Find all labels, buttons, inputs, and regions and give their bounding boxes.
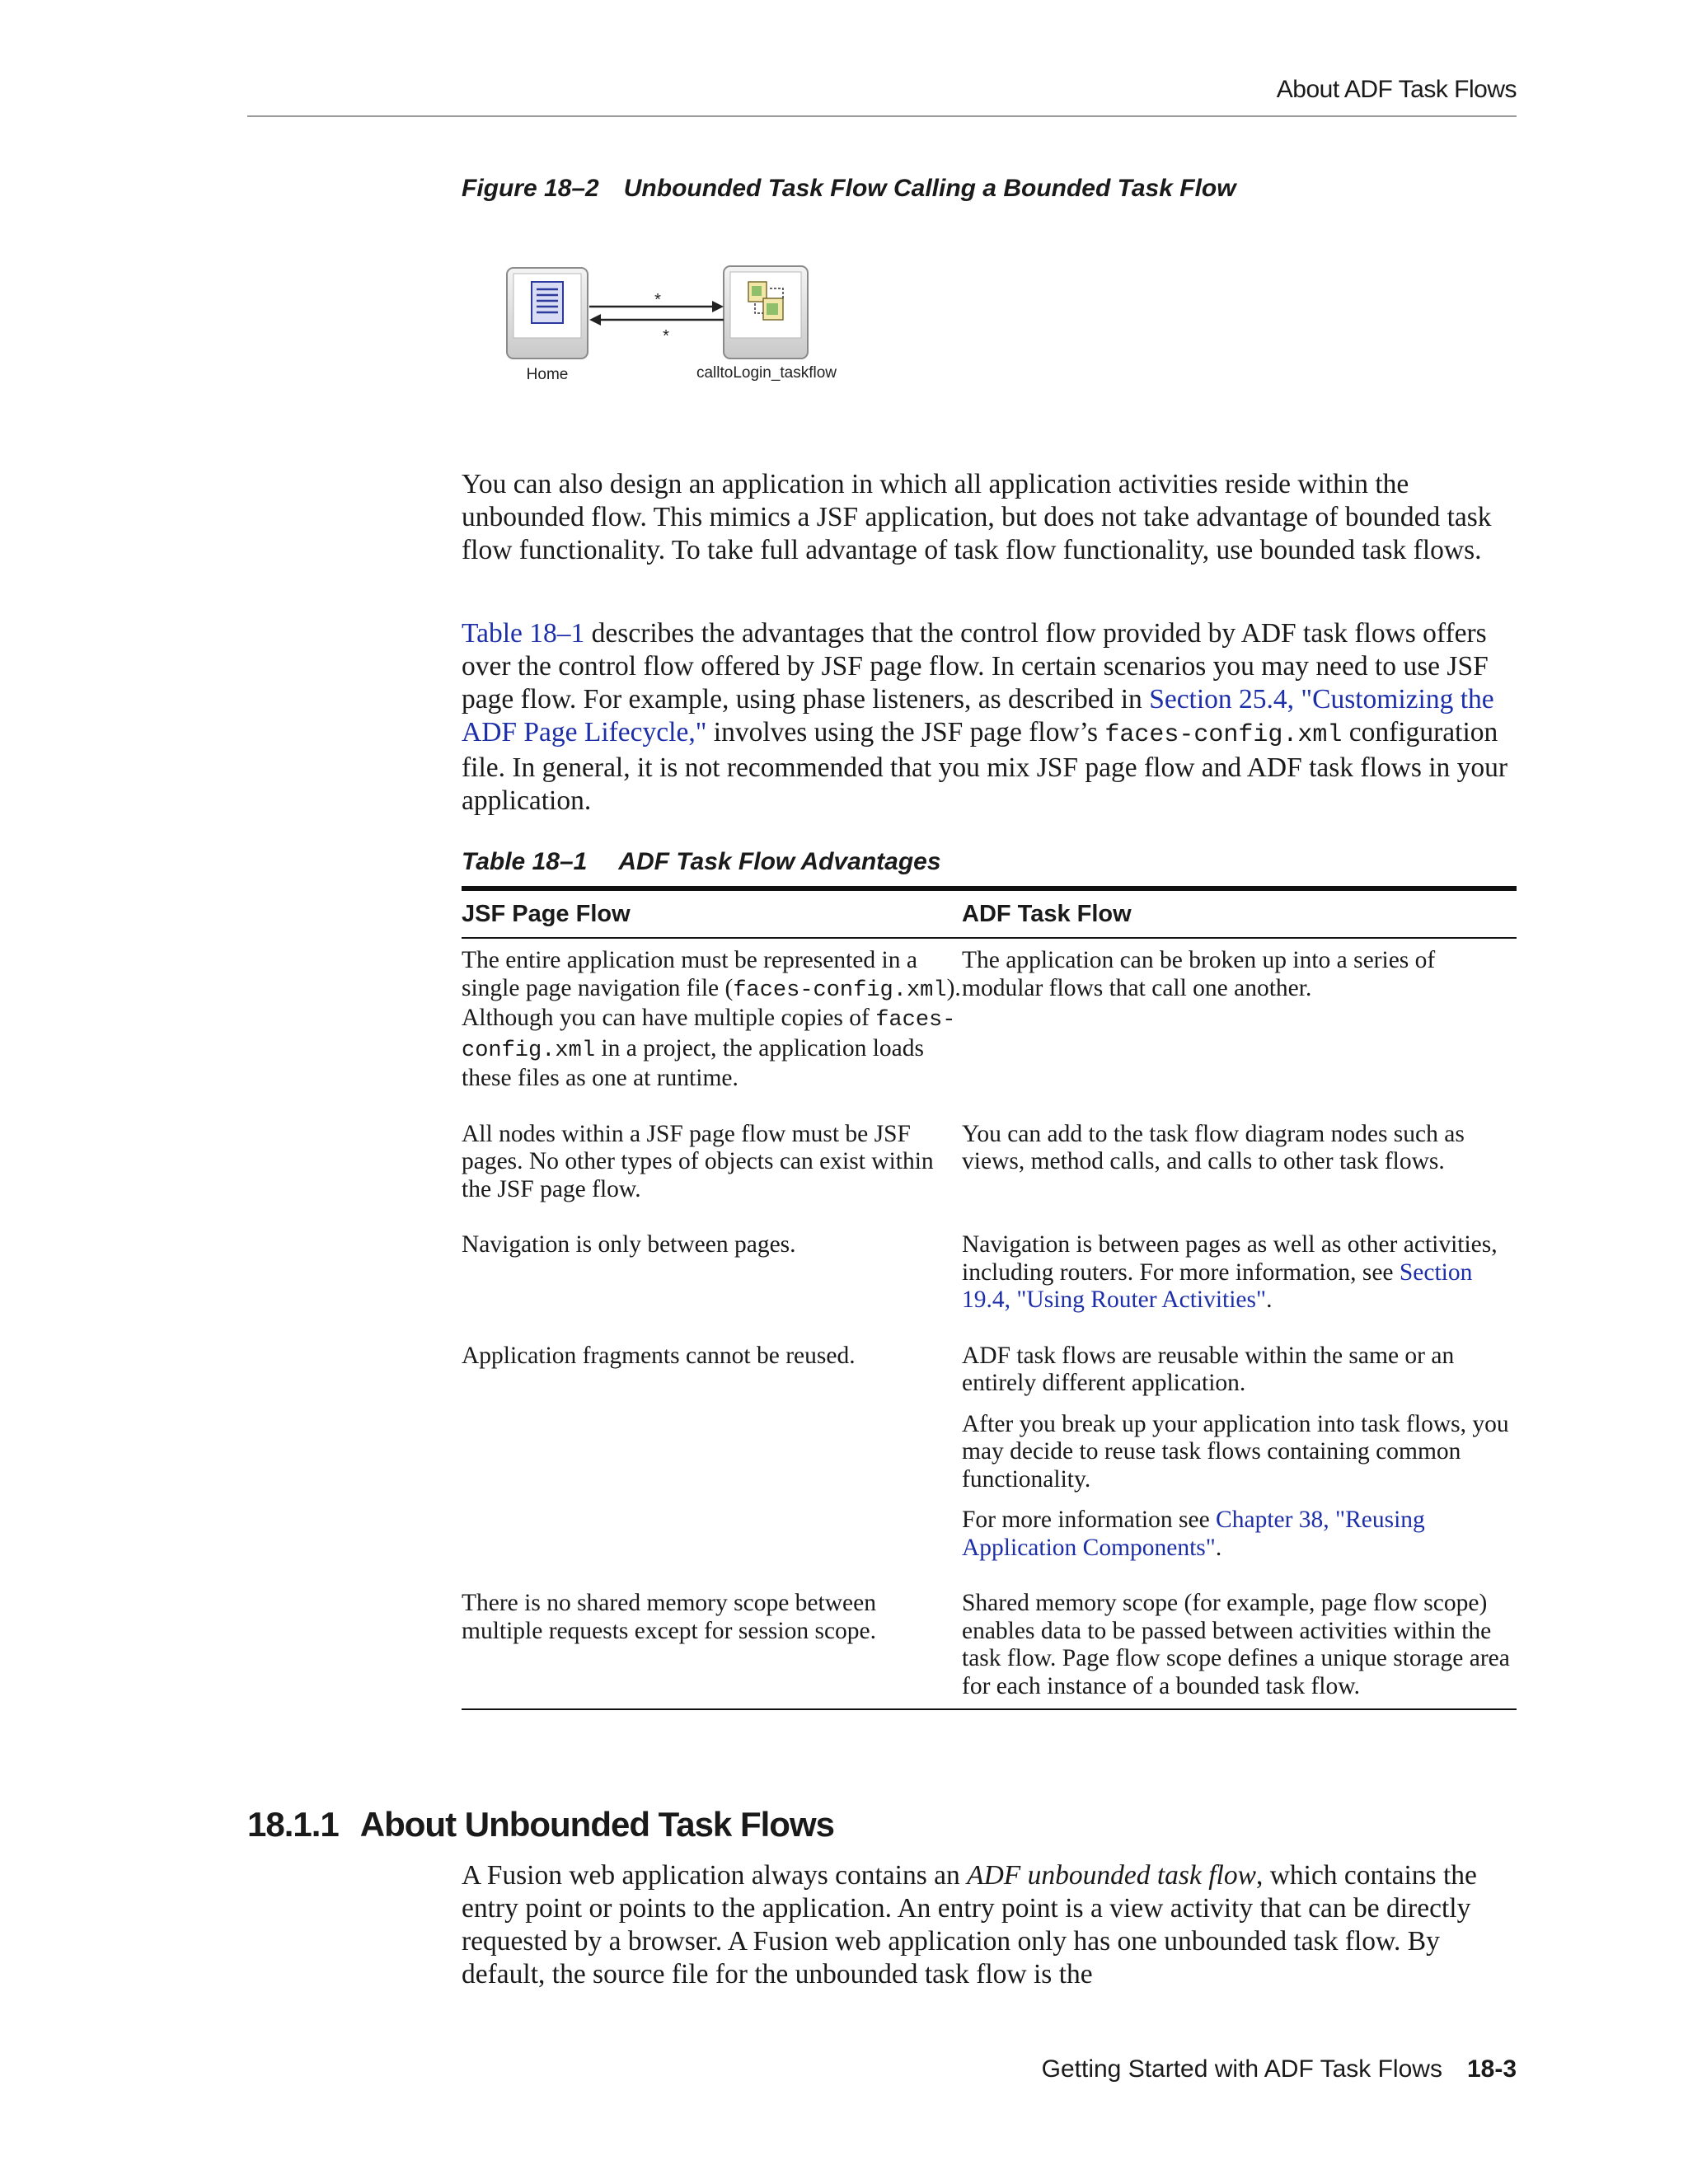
table-title: ADF Task Flow Advantages bbox=[618, 848, 941, 875]
paragraph-text: A Fusion web application always contains an bbox=[462, 1860, 968, 1891]
paragraph-unbounded-task-flows bbox=[462, 1859, 1525, 1991]
table-cell-jsf bbox=[462, 947, 962, 1093]
paragraph-text: involves using the JSF page flow’s bbox=[706, 717, 1105, 748]
table-row bbox=[462, 1216, 1517, 1328]
table-header-row bbox=[462, 891, 1517, 939]
taskflow-node-label: calltoLogin_taskflow bbox=[696, 364, 837, 382]
cell-text: in a project, the application loads these files as one at runtime. bbox=[462, 1034, 924, 1091]
figure-title: Unbounded Task Flow Calling a Bounded Task Flow bbox=[623, 175, 1236, 202]
section-number: 18.1.1 bbox=[247, 1805, 339, 1844]
figure-caption bbox=[462, 175, 1236, 203]
page-number: 18-3 bbox=[1466, 2055, 1517, 2083]
home-node-label: Home bbox=[526, 366, 569, 383]
section-heading bbox=[247, 1805, 834, 1844]
table-number: Table 18–1 bbox=[462, 848, 588, 875]
cell-paragraph: After you break up your application into task flows, you may decide to reuse task flows containing common functionality. bbox=[962, 1410, 1509, 1493]
column-header-adf: ADF Task Flow bbox=[962, 900, 1132, 927]
cell-paragraph bbox=[962, 1507, 1517, 1562]
table-cell-adf: You can add to the task flow diagram nodes such as views, method calls, and calls to other task flows. bbox=[962, 1120, 1465, 1174]
code-faces-config: faces-config.xml bbox=[462, 1008, 956, 1063]
running-footer bbox=[247, 2055, 1517, 2083]
advantages-table bbox=[462, 886, 1517, 1710]
footer-title: Getting Started with ADF Task Flows bbox=[1041, 2055, 1442, 2083]
task-flow-diagram bbox=[495, 255, 874, 396]
cell-text: The entire application must be represented in a single page navigation file ( bbox=[462, 947, 917, 1001]
table-row bbox=[462, 939, 1517, 1106]
table-18-1-link[interactable]: Table 18–1 bbox=[462, 618, 585, 649]
table-cell-jsf: Navigation is only between pages. bbox=[462, 1231, 796, 1258]
edge-label-bottom: * bbox=[663, 327, 669, 345]
table-cell-adf: Shared memory scope (for example, page flow scope) enables data to be passed between activities within the task flow. Page flow scope defines a unique storage area for each instance of a bounded task flow. bbox=[962, 1590, 1510, 1699]
taskflow-call-node bbox=[724, 266, 808, 359]
page-icon bbox=[532, 282, 563, 323]
header-rule bbox=[247, 115, 1517, 117]
section-25-4-link[interactable]: Section 25.4, "Customizing the ADF Page Lifecycle," bbox=[462, 684, 1494, 748]
emphasis-term: ADF unbounded task flow bbox=[967, 1860, 1256, 1891]
table-cell-adf bbox=[962, 1231, 1517, 1315]
cell-text: . bbox=[1215, 1534, 1222, 1561]
table-row bbox=[462, 1575, 1517, 1708]
figure-number: Figure 18–2 bbox=[462, 175, 599, 202]
paragraph-text: describes the advantages that the control flow provided by ADF task flows offers over the control flow offered by JSF page flow. In certain scenarios you may need to use JSF page flow. For example, using phase listeners, as described in bbox=[462, 618, 1489, 715]
table-caption bbox=[462, 848, 941, 876]
paragraph-text: configuration file. In general, it is not recommended that you mix JSF page flow and ADF task flows in your application. bbox=[462, 717, 1508, 816]
code-faces-config: faces-config.xml bbox=[1104, 721, 1343, 749]
edge-label-top: * bbox=[654, 291, 661, 309]
paragraph-unbounded-design: You can also design an application in which all application activities reside within the unbounded flow. This mimics a JSF application, but does not take advantage of bounded task flow functionality. To take full advantage of task flow functionality, use bounded task flows. bbox=[462, 469, 1492, 565]
table-cell-jsf: Application fragments cannot be reused. bbox=[462, 1342, 856, 1369]
paragraph-text: , which contains the entry point or points to the application. An entry point is a view activity that can be directly requested by a browser. A Fusion web application only has one unbounded task flow. By default, the source file for the unbounded task flow is the bbox=[462, 1860, 1477, 1990]
code-faces-config: faces-config.xml bbox=[733, 977, 947, 1003]
running-header: About ADF Task Flows bbox=[1276, 76, 1517, 103]
table-cell-jsf: There is no shared memory scope between multiple requests except for session scope. bbox=[462, 1590, 877, 1644]
paragraph-advantages-intro bbox=[462, 617, 1525, 818]
table-cell-adf: The application can be broken up into a series of modular flows that call one another. bbox=[962, 947, 1436, 1001]
cell-text: Navigation is between pages as well as other activities, including routers. For more information, see bbox=[962, 1231, 1498, 1286]
cell-text: ). Although you can have multiple copies of bbox=[462, 974, 961, 1031]
table-cell-adf bbox=[962, 1343, 1517, 1563]
section-19-4-link[interactable]: Section 19.4, "Using Router Activities" bbox=[962, 1258, 1473, 1313]
cell-paragraph: ADF task flows are reusable within the same or an entirely different application. bbox=[962, 1342, 1455, 1396]
cell-text: For more information see bbox=[962, 1507, 1217, 1533]
section-title: About Unbounded Task Flows bbox=[359, 1805, 834, 1844]
table-row bbox=[462, 1328, 1517, 1576]
column-header-jsf: JSF Page Flow bbox=[462, 900, 631, 927]
table-row bbox=[462, 1106, 1517, 1217]
table-cell-jsf: All nodes within a JSF page flow must be JSF pages. No other types of objects can exist within the JSF page flow. bbox=[462, 1120, 934, 1202]
home-node bbox=[507, 268, 588, 359]
cell-text: . bbox=[1266, 1286, 1273, 1313]
chapter-38-link[interactable]: Chapter 38, "Reusing Application Components" bbox=[962, 1507, 1425, 1561]
